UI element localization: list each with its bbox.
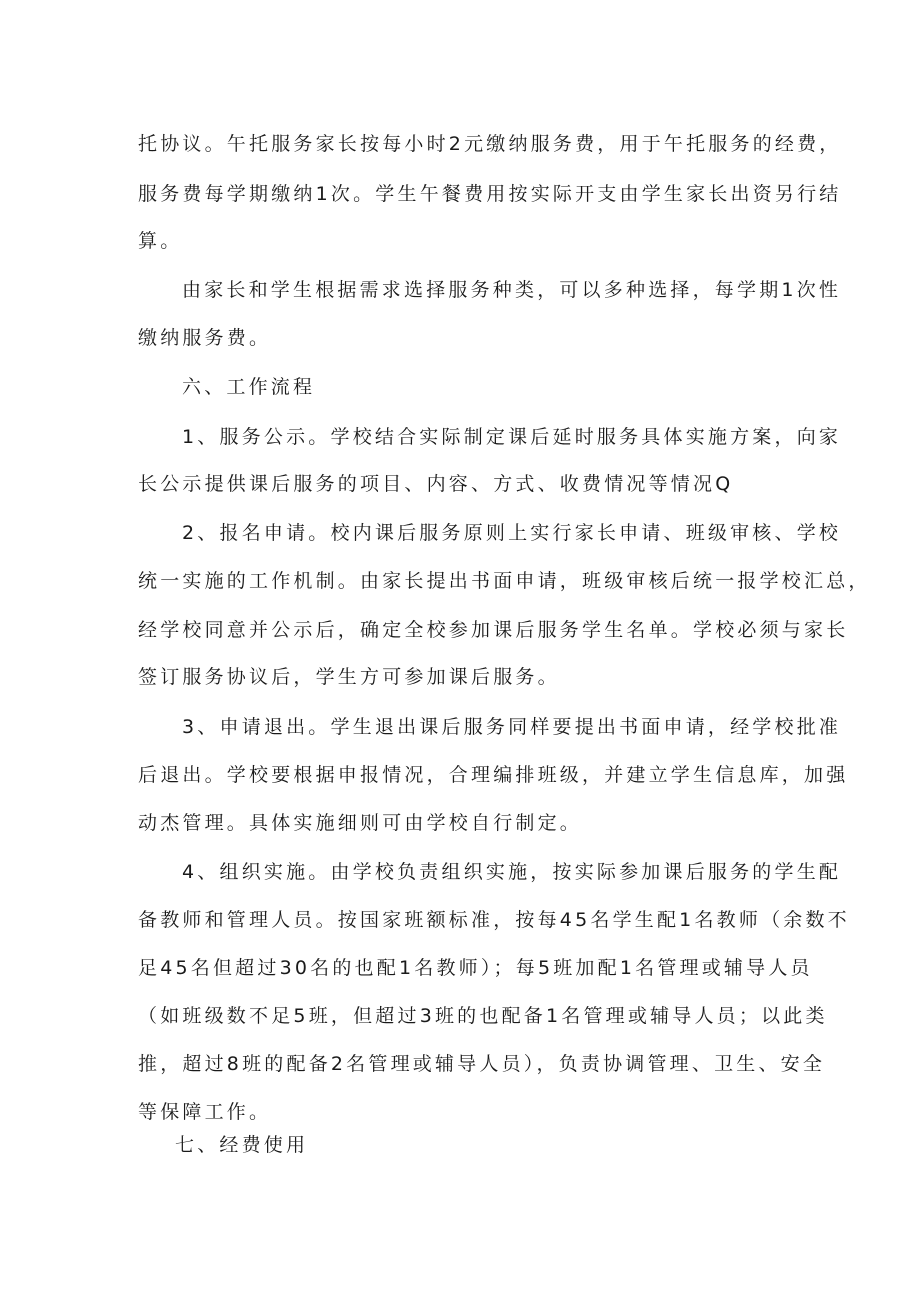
text-line: 推，超过8班的配备2名管理或辅导人员），负责协调管理、卫生、安全: [138, 1053, 826, 1075]
text-line: 经学校同意并公示后，确定全校参加课后服务学生名单。学校必须与家长: [138, 619, 849, 641]
text-line: 3、申请退出。学生退出课后服务同样要提出书面申请，经学校批准: [182, 716, 842, 738]
text-line: 服务费每学期缴纳1次。学生午餐费用按实际开支由学生家长出资另行结: [138, 183, 842, 205]
text-line: 由家长和学生根据需求选择服务种类，可以多种选择，每学期1次性: [182, 279, 842, 301]
text-line: 备教师和管理人员。按国家班额标准，按每45名学生配1名教师（余数不: [138, 909, 850, 931]
text-line: 后退出。学校要根据申报情况，合理编排班级，并建立学生信息库，加强: [138, 764, 849, 786]
text-line: 足45名但超过30名的也配1名教师）；每5班加配1名管理或辅导人员: [138, 957, 813, 979]
text-line: 等保障工作。: [138, 1101, 272, 1123]
text-line: 签订服务协议后，学生方可参加课后服务。: [138, 666, 560, 688]
text-line: （如班级数不足5班，但超过3班的也配备1名管理或辅导人员；以此类: [138, 1005, 828, 1027]
text-line: 1、服务公示。学校结合实际制定课后延时服务具体实施方案，向家: [182, 426, 842, 448]
text-line: 2、报名申请。校内课后服务原则上实行家长申请、班级审核、学校: [182, 522, 842, 544]
text-line: 统一实施的工作机制。由家长提出书面申请，班级审核后统一报学校汇总，: [138, 570, 871, 592]
text-line: 动杰管理。具体实施细则可由学校自行制定。: [138, 812, 583, 834]
text-line: 长公示提供课后服务的项目、内容、方式、收费情况等情况Q: [138, 473, 734, 495]
text-line: 算。: [138, 230, 183, 252]
text-line: 4、组织实施。由学校负责组织实施，按实际参加课后服务的学生配: [182, 861, 842, 883]
text-line: 托协议。午托服务家长按每小时2元缴纳服务费，用于午托服务的经费，: [138, 133, 842, 155]
section-heading: 六、工作流程: [182, 376, 316, 398]
section-heading: 七、经费使用: [175, 1134, 309, 1156]
text-line: 缴纳服务费。: [138, 327, 272, 349]
